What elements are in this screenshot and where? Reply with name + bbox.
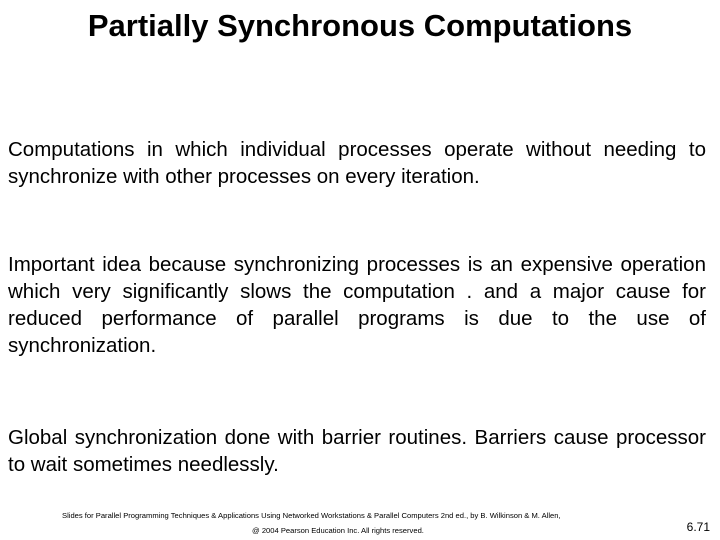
paragraph-2: Important idea because synchronizing processes is an expensive operation which very significantly slows the computation . and a major cause for reduced performance of parallel programs is due to the use of synchronization.	[8, 253, 706, 357]
paragraph-1: Computations in which individual processes operate without needing to synchronize with other processes on every iteration.	[8, 138, 706, 188]
slide-title: Partially Synchronous Computations	[87, 8, 633, 43]
footer-copyright: @ 2004 Pearson Education Inc. All rights reserved.	[252, 526, 424, 535]
paragraph-3: Global synchronization done with barrier routines. Barriers cause processor to wait sometimes needlessly.	[8, 426, 706, 476]
footer-credit: Slides for Parallel Programming Techniques & Applications Using Networked Workstations & Parallel Computers 2nd ed., by B. Wilkinson & M. Allen,	[62, 511, 561, 520]
slide-number: 6.71	[686, 520, 710, 534]
